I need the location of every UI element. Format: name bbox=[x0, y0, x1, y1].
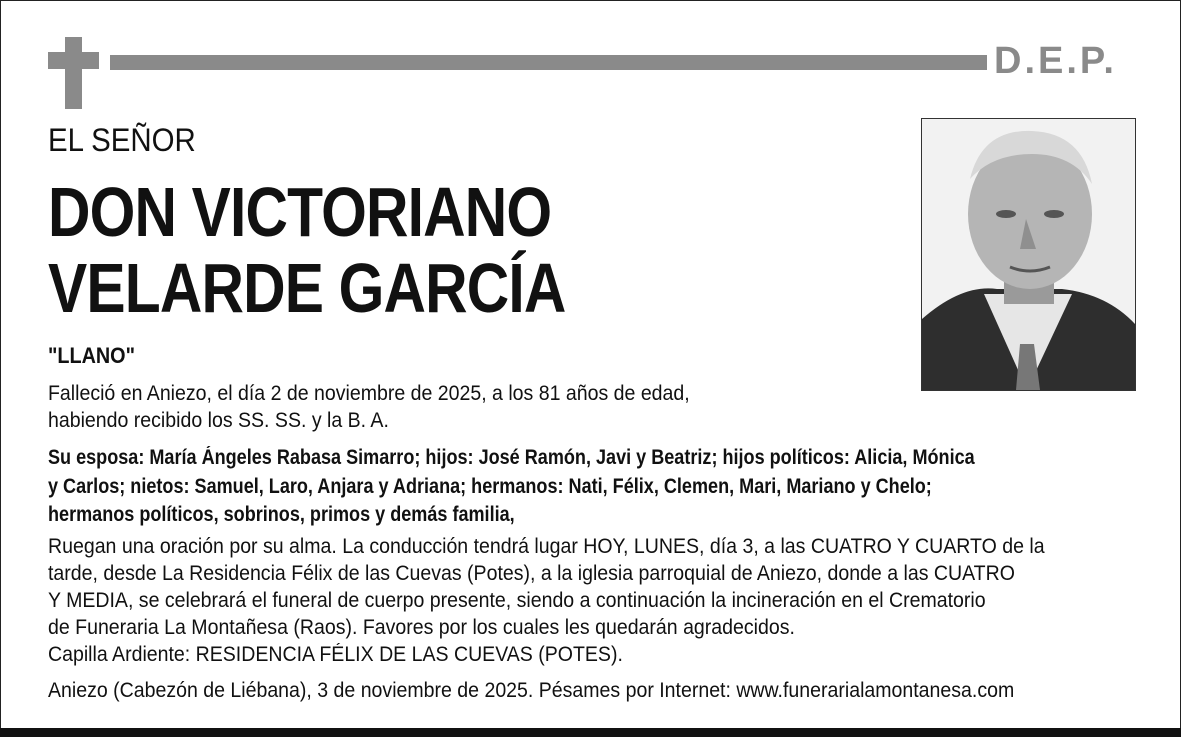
death-line: habiendo recibido los SS. SS. y la B. A. bbox=[48, 409, 389, 432]
deceased-photo bbox=[921, 118, 1136, 391]
title: EL SEÑOR bbox=[48, 122, 196, 158]
family-line: y Carlos; nietos: Samuel, Laro, Anjara y Adriana; hermanos: Nati, Félix, Clemen, Mari, Mariano y Chelo; bbox=[48, 475, 932, 498]
bottom-bar bbox=[0, 728, 1181, 737]
service-line: Ruegan una oración por su alma. La conducción tendrá lugar HOY, LUNES, día 3, a las CUATRO Y CUARTO de la bbox=[48, 535, 1045, 558]
deceased-name-line-2: VELARDE GARCÍA bbox=[48, 249, 566, 327]
service-line: Capilla Ardiente: RESIDENCIA FÉLIX DE LAS CUEVAS (POTES). bbox=[48, 643, 623, 666]
header-rule bbox=[110, 55, 987, 70]
alias: "LLANO" bbox=[48, 343, 135, 368]
deceased-name-line-1: DON VICTORIANO bbox=[48, 173, 552, 251]
family-line: Su esposa: María Ángeles Rabasa Simarro; hijos: José Ramón, Javi y Beatriz; hijos políticos: Alicia, Mónica bbox=[48, 446, 975, 469]
service-line: de Funeraria La Montañesa (Raos). Favores por los cuales les quedarán agradecidos. bbox=[48, 616, 795, 639]
death-line: Falleció en Aniezo, el día 2 de noviembre de 2025, a los 81 años de edad, bbox=[48, 382, 690, 405]
family-line: hermanos políticos, sobrinos, primos y demás familia, bbox=[48, 503, 515, 526]
service-line: Y MEDIA, se celebrará el funeral de cuerpo presente, siendo a continuación la incineración en el Crematorio bbox=[48, 589, 986, 612]
footer-line: Aniezo (Cabezón de Liébana), 3 de noviembre de 2025. Pésames por Internet: www.funerarialamontanesa.com bbox=[48, 679, 1015, 702]
service-line: tarde, desde La Residencia Félix de las Cuevas (Potes), a la iglesia parroquial de Aniezo, donde a las CUATRO bbox=[48, 562, 1015, 585]
dep-label: D.E.P. bbox=[994, 40, 1117, 82]
